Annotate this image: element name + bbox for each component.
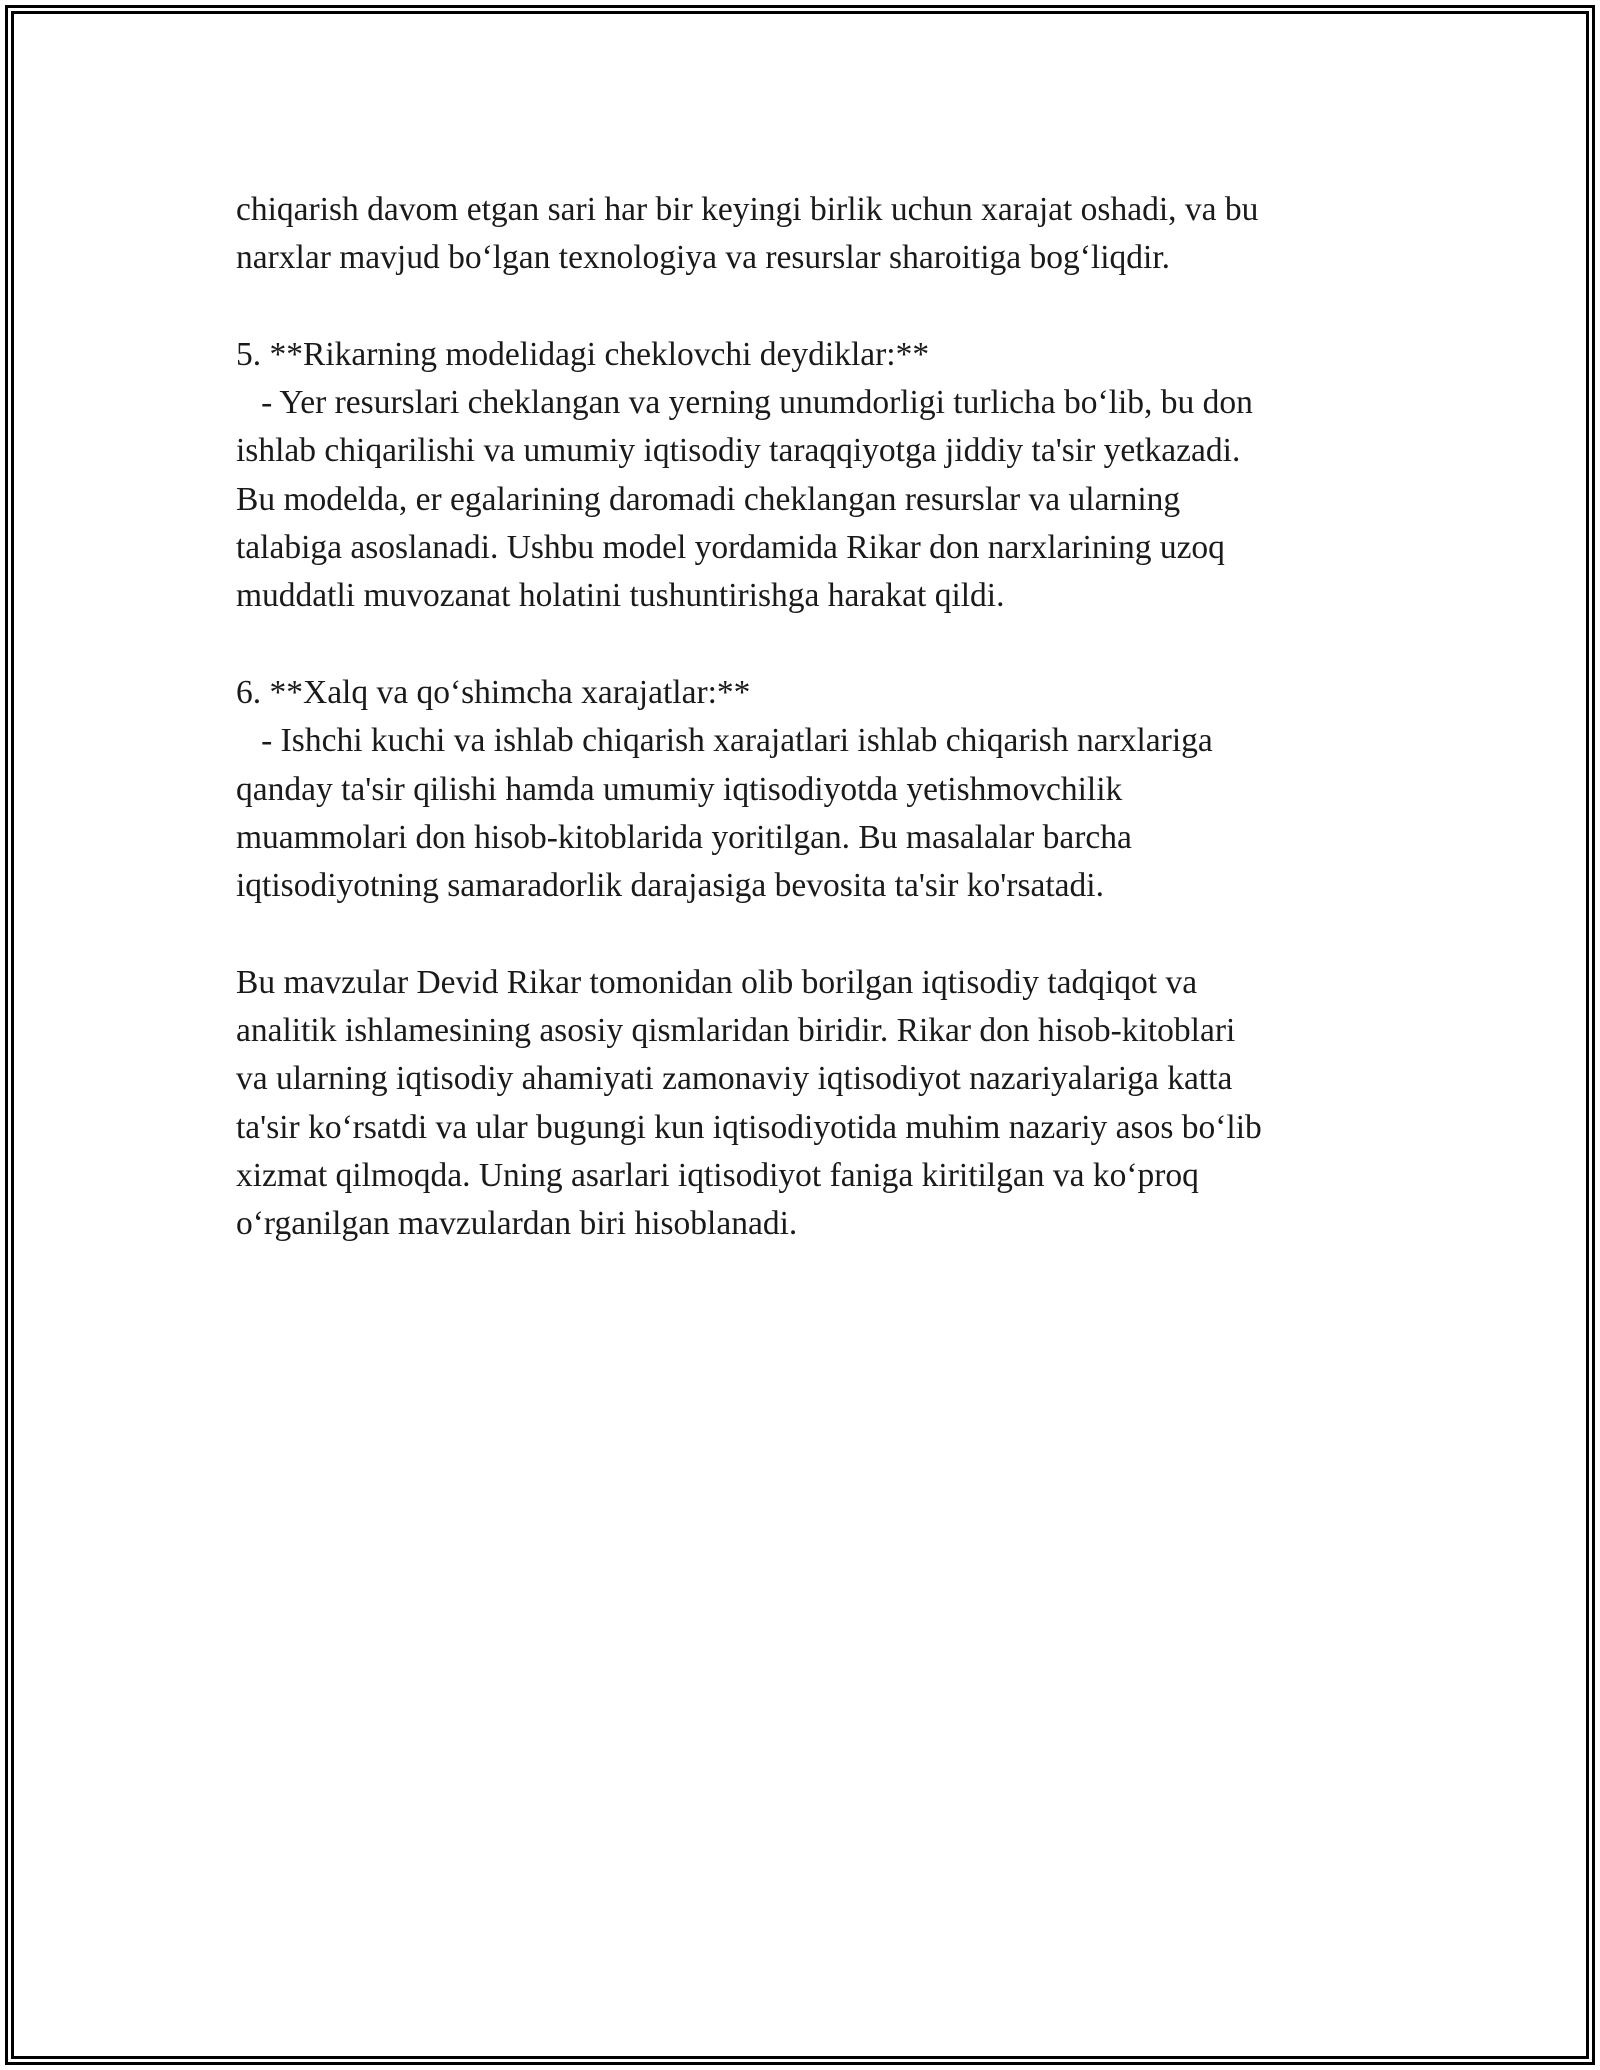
text-line: ishlab chiqarilishi va umumiy iqtisodiy taraqqiyotga jiddiy ta'sir yetkazadi. bbox=[236, 432, 1241, 470]
paragraph-gap bbox=[236, 910, 1396, 958]
text-line: ta'sir ko‘rsatdi va ular bugungi kun iqtisodiyotida muhim nazariy asos bo‘lib bbox=[236, 1108, 1262, 1146]
section-heading: 6. **Xalq va qo‘shimcha xarajatlar:** bbox=[236, 673, 751, 711]
text-line: Bu modelda, er egalarining daromadi cheklangan resurslar va ularning bbox=[236, 480, 1181, 518]
document-body bbox=[236, 186, 1396, 1249]
text-line: iqtisodiyotning samaradorlik darajasiga bevosita ta'sir ko'rsatadi. bbox=[236, 867, 1104, 905]
text-line: muddatli muvozanat holatini tushuntirishga harakat qildi. bbox=[236, 577, 1005, 615]
text-line: Bu mavzular Devid Rikar tomonidan olib borilgan iqtisodiy tadqiqot va bbox=[236, 963, 1198, 1001]
paragraph-gap bbox=[236, 621, 1396, 669]
conclusion-paragraph bbox=[236, 959, 1396, 1249]
paragraph-continuation bbox=[236, 186, 1396, 283]
text-line: va ularning iqtisodiy ahamiyati zamonaviy iqtisodiyot nazariyalariga katta bbox=[236, 1060, 1233, 1098]
text-line: o‘rganilgan mavzulardan biri hisoblanadi. bbox=[236, 1205, 798, 1243]
text-line: muammolari don hisob-kitoblarida yoritilgan. Bu masalalar barcha bbox=[236, 818, 1132, 856]
text-line: xizmat qilmoqda. Uning asarlari iqtisodiyot faniga kiritilgan va ko‘proq bbox=[236, 1156, 1199, 1194]
section-heading: 5. **Rikarning modelidagi cheklovchi deydiklar:** bbox=[236, 335, 930, 373]
text-line: talabiga asoslanadi. Ushbu model yordamida Rikar don narxlarining uzoq bbox=[236, 529, 1225, 567]
text-line: - Ishchi kuchi va ishlab chiqarish xarajatlari ishlab chiqarish narxlariga bbox=[236, 722, 1213, 760]
section-5 bbox=[236, 331, 1396, 621]
text-line: narxlar mavjud bo‘lgan texnologiya va resurslar sharoitiga bog‘liqdir. bbox=[236, 239, 1171, 277]
text-line: chiqarish davom etgan sari har bir keyingi birlik uchun xarajat oshadi, va bu bbox=[236, 191, 1259, 228]
text-line: qanday ta'sir qilishi hamda umumiy iqtisodiyotda yetishmovchilik bbox=[236, 770, 1123, 808]
paragraph-gap bbox=[236, 283, 1396, 331]
section-6 bbox=[236, 669, 1396, 910]
text-line: analitik ishlamesining asosiy qismlaridan biridir. Rikar don hisob-kitoblari bbox=[236, 1012, 1236, 1050]
text-line: - Yer resurslari cheklangan va yerning unumdorligi turlicha bo‘lib, bu don bbox=[236, 384, 1253, 422]
